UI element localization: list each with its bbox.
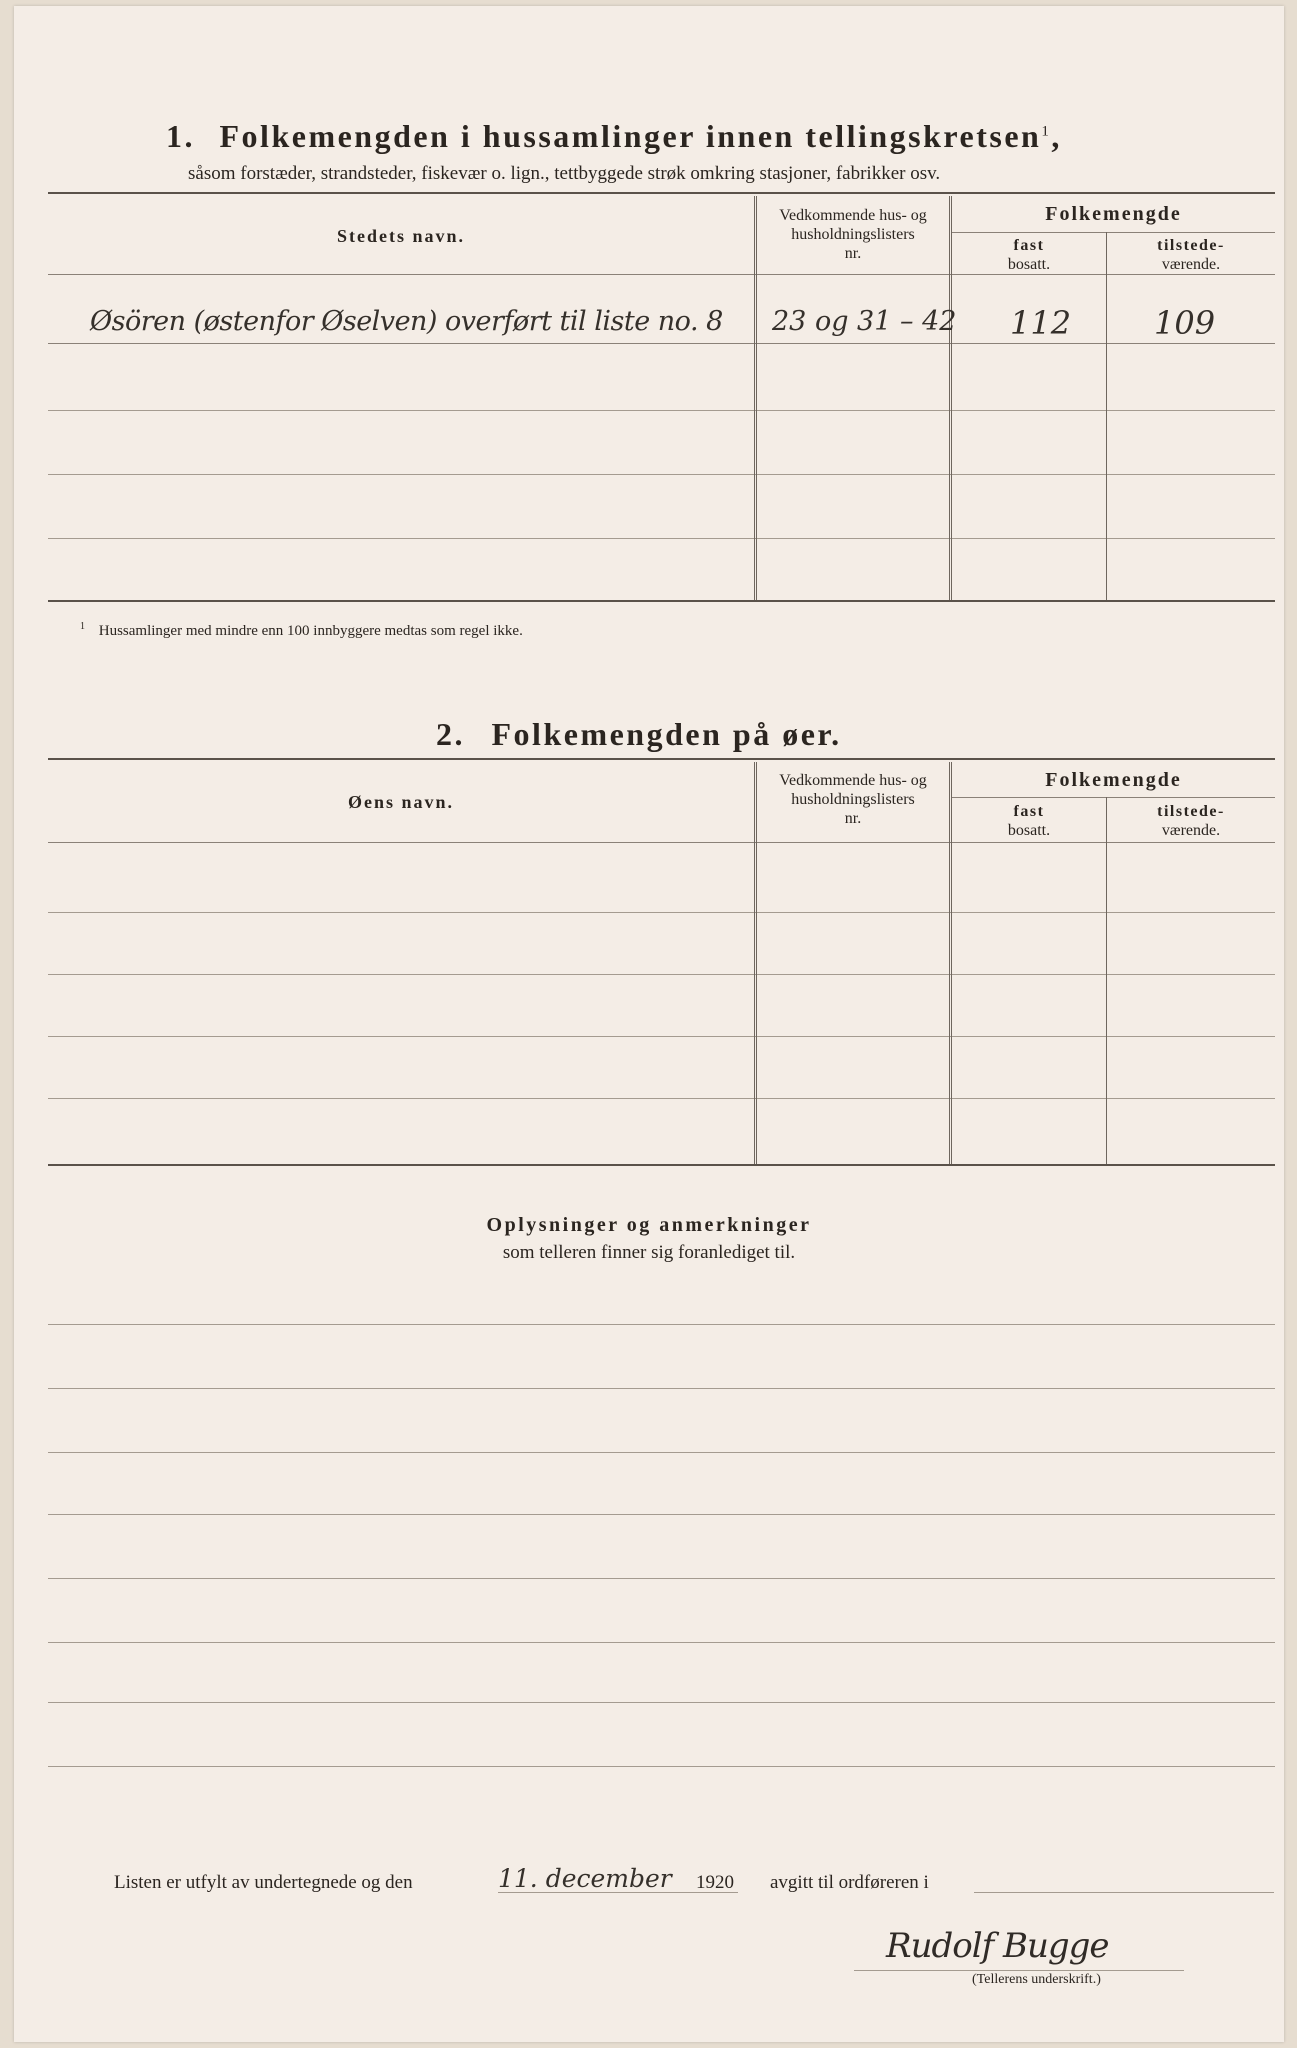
row-place-cell: Øsören (østenfor Øselven) overført til liste no. 8 xyxy=(90,306,723,337)
table1-resident-header-line1: fast xyxy=(1013,237,1045,254)
table2-population-divider xyxy=(952,797,1275,798)
table2-resident-header xyxy=(952,802,1106,840)
closing-statement xyxy=(114,1872,413,1894)
table2-row-line xyxy=(48,974,1275,975)
section1-footnote xyxy=(80,621,523,640)
table1-lists-header xyxy=(757,206,949,263)
table1-row-line xyxy=(48,538,1275,539)
remarks-line xyxy=(48,1514,1275,1515)
table2-top-border xyxy=(48,758,1275,760)
table1-place-header: Stedets navn. xyxy=(336,226,465,246)
table2-lists-header-line2: husholdningslisters xyxy=(791,791,915,808)
table1-bottom-border xyxy=(48,600,1275,602)
section1-heading: 1. Folkemengden i hussamlinger innen tellingskretsen$^1$, xyxy=(166,118,1062,154)
table2-present-header-line2: værende. xyxy=(1161,822,1221,839)
remarks-title: Oplysninger og anmerkninger xyxy=(486,1214,812,1236)
table1-present-header-line1: tilstede- xyxy=(1157,237,1225,254)
remarks-subtitle: som telleren finner sig foranlediget til. xyxy=(502,1242,796,1263)
table-row xyxy=(90,306,723,337)
table2-resident-header-line2: bosatt. xyxy=(1007,822,1051,839)
row-lists-cell: 23 og 31 – 42 xyxy=(772,306,957,337)
table1-lists-header-line3: nr. xyxy=(844,245,862,262)
teller-signature: Rudolf Bugge xyxy=(886,1926,1109,1966)
table2-bottom-border xyxy=(48,1164,1275,1166)
section2-heading xyxy=(436,716,842,753)
signature-caption: (Tellerens underskrift.) xyxy=(972,1972,1101,1987)
table2-present-header-line1: tilstede- xyxy=(1157,803,1225,820)
remarks-line xyxy=(48,1452,1275,1453)
section2-number: 2. xyxy=(436,716,465,752)
table1-lists-header-line1: Vedkommende hus- og xyxy=(779,207,927,224)
table1-header-bottom xyxy=(48,274,1275,275)
remarks-line xyxy=(48,1578,1275,1579)
remarks-line xyxy=(48,1766,1275,1767)
closing-date-handwritten: 11. december xyxy=(498,1864,672,1893)
row-resident-cell: 112 xyxy=(1010,304,1072,342)
table1-population-divider xyxy=(952,232,1275,233)
table2-header-bottom xyxy=(48,842,1275,843)
table1-present-header xyxy=(1107,236,1275,274)
closing-year: 1920 xyxy=(696,1872,734,1893)
section1-number: 1. xyxy=(166,118,195,154)
table1-present-header-line2: værende. xyxy=(1161,256,1221,273)
section1-title-footnote-mark: 1 xyxy=(1041,123,1052,140)
municipality-blank-line xyxy=(974,1892,1274,1893)
table1-top-border xyxy=(48,192,1275,194)
signature-line xyxy=(854,1970,1184,1971)
table1-resident-header-line2: bosatt. xyxy=(1007,256,1051,273)
table2-present-header xyxy=(1107,802,1275,840)
section1-subtitle: såsom forstæder, strandsteder, fiskevær o. lign., tettbyggede strøk omkring stasjoner, fabrikker osv. xyxy=(188,163,941,184)
table1-lists-header-line2: husholdningslisters xyxy=(791,226,915,243)
remarks-line xyxy=(48,1324,1275,1325)
table1-population-header: Folkemengde xyxy=(1045,203,1182,225)
closing-text-before-date: Listen er utfylt av undertegnede og den xyxy=(114,1872,413,1893)
table2-col-divider xyxy=(1106,797,1107,1164)
row-present-cell: 109 xyxy=(1154,304,1216,342)
table1-row-line xyxy=(48,474,1275,475)
section1-title: Folkemengden i hussamlinger innen tellingskretsen xyxy=(219,118,1042,154)
table2-resident-header-line1: fast xyxy=(1013,803,1045,820)
closing-text-after-year: avgitt til ordføreren i xyxy=(770,1872,929,1893)
table1-row-line xyxy=(48,343,1275,344)
table2-lists-header-line1: Vedkommende hus- og xyxy=(779,772,927,789)
footnote-text: Hussamlinger med mindre enn 100 innbyggere medtas som regel ikke. xyxy=(98,623,523,639)
remarks-line xyxy=(48,1642,1275,1643)
table1-row-line xyxy=(48,410,1275,411)
census-form-page xyxy=(14,6,1284,2042)
table2-population-header: Folkemengde xyxy=(1045,769,1182,791)
table1-resident-header xyxy=(952,236,1106,274)
table2-lists-header-line3: nr. xyxy=(844,810,862,827)
remarks-line xyxy=(48,1388,1275,1389)
table2-place-header: Øens navn. xyxy=(347,792,455,812)
section2-title: Folkemengden på øer. xyxy=(491,716,842,752)
table1-col-divider xyxy=(1106,232,1107,600)
table2-row-line xyxy=(48,912,1275,913)
table2-row-line xyxy=(48,1036,1275,1037)
footnote-mark: 1 xyxy=(80,621,85,632)
table2-lists-header xyxy=(757,771,949,828)
table2-row-line xyxy=(48,1098,1275,1099)
remarks-line xyxy=(48,1702,1275,1703)
